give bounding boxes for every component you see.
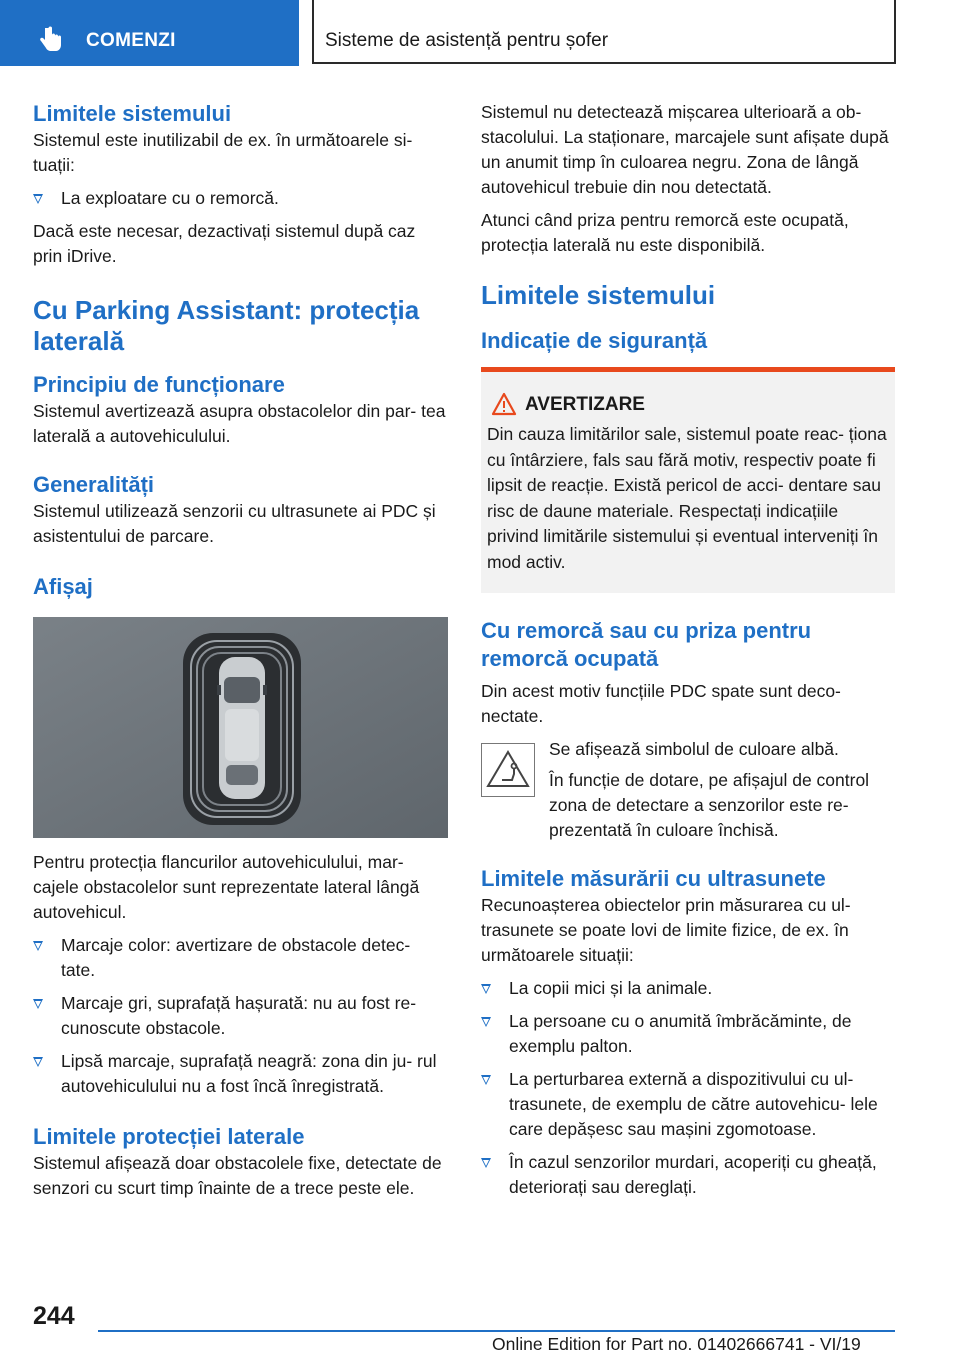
edition-text: Online Edition for Part no. 01402666741 - VI/19 xyxy=(492,1334,861,1354)
bullet-triangle-icon xyxy=(33,194,43,204)
paragraph: Dacă este necesar, dezactivați sistemul după caz prin iDrive. xyxy=(33,221,416,266)
bullet-triangle-icon xyxy=(33,1057,43,1067)
warning-box xyxy=(481,367,895,593)
heading-display: Afișaj xyxy=(33,574,93,599)
list-item: La exploatare cu o remorcă. xyxy=(33,186,448,211)
paragraph: Sistemul utilizează senzorii cu ultrasunete ai PDC și asistentului de parcare. xyxy=(33,501,436,546)
paragraph: Sistemul nu detectează mișcarea ulterioară a ob- stacolului. La staționare, marcajele sunt afișate după un anumit timp în culoarea negru. Zona de lângă autovehicul trebuie din nou detectată. xyxy=(481,102,889,197)
list-item: Marcaje color: avertizare de obstacole detec- tate. xyxy=(33,933,448,983)
bullet-triangle-icon xyxy=(481,1075,491,1085)
trailer-warning-icon xyxy=(482,744,534,796)
right-column xyxy=(481,100,895,1200)
list-item: Lipsă marcaje, suprafață neagră: zona din ju- rul autovehiculului nu a fost încă înregistrată. xyxy=(33,1049,448,1099)
car-top-view-icon xyxy=(33,617,448,838)
chapter-tab[interactable] xyxy=(0,0,299,66)
bullet-triangle-icon xyxy=(481,1017,491,1027)
warning-title: AVERTIZARE xyxy=(525,394,645,415)
heading-parking-assistant: Cu Parking Assistant: protecția laterală xyxy=(33,295,420,356)
bullet-triangle-icon xyxy=(33,941,43,951)
paragraph: Se afișează simbolul de culoare albă. xyxy=(549,739,839,759)
bullet-triangle-icon xyxy=(481,1158,491,1168)
bullet-triangle-icon xyxy=(33,999,43,1009)
heading-side-protection-limits: Limitele protecției laterale xyxy=(33,1124,305,1149)
paragraph: Sistemul afișează doar obstacolele fixe, detectate de senzori cu scurt timp înainte de a trece peste ele. xyxy=(33,1153,442,1198)
heading-principle: Principiu de funcționare xyxy=(33,372,285,397)
list-item: La copii mici și la animale. xyxy=(481,976,895,1001)
paragraph: Sistemul este inutilizabil de ex. în următoarele si- tuații: xyxy=(33,130,413,175)
footer-rule xyxy=(98,1330,895,1332)
heading-general: Generalități xyxy=(33,472,155,497)
bullet-triangle-icon xyxy=(481,984,491,994)
heading-system-limits: Limitele sistemului xyxy=(33,101,232,126)
page-number: 244 xyxy=(33,1302,75,1330)
paragraph: Recunoașterea obiectelor prin măsurarea cu ul- trasunete se poate lovi de limite fizice, de ex. în următoarele situații: xyxy=(481,895,851,965)
side-protection-illustration xyxy=(33,617,448,838)
heading-safety-note: Indicație de siguranță xyxy=(481,328,708,353)
list-item: În cazul senzorilor murdari, acoperiți cu gheață, deteriorați sau dereglați. xyxy=(481,1150,895,1200)
list-item: La perturbarea externă a dispozitivului cu ul- trasunete, de exemplu de către autovehicu- lele care depășesc sau mașini zgomotoase. xyxy=(481,1067,895,1142)
left-column xyxy=(33,100,448,1201)
chapter-tab-label: COMENZI xyxy=(86,30,176,51)
list-item: La persoane cu o anumită îmbrăcăminte, de exemplu palton. xyxy=(481,1009,895,1059)
paragraph: Pentru protecția flancurilor autovehiculului, mar- cajele obstacolelor sunt reprezentate lateral lângă autovehicul. xyxy=(33,852,420,922)
heading-system-limits: Limitele sistemului xyxy=(481,280,716,310)
warning-text: Din cauza limitărilor sale, sistemul poate reac- ționa cu întârziere, fals sau fără motiv, respectiv poate fi lipsit de reacție. Există pericol de acci- dentare sau risc de daune materiale. Respectați indicațiile privind limitările sistemului și eventual interveniți în mod activ. xyxy=(487,424,887,572)
paragraph: Atunci când priza pentru remorcă este ocupată, protecția laterală nu este disponibilă. xyxy=(481,210,849,255)
warning-triangle-icon xyxy=(491,392,517,416)
section-title: Sisteme de asistență pentru șofer xyxy=(325,30,609,51)
paragraph: Sistemul avertizează asupra obstacolelor din par- tea laterală a autovehiculului. xyxy=(33,401,446,446)
trailer-symbol-row xyxy=(481,737,895,843)
heading-trailer: Cu remorcă sau cu priza pentru remorcă ocupată xyxy=(481,618,812,671)
heading-ultrasound-limits: Limitele măsurării cu ultrasunete xyxy=(481,866,826,891)
paragraph: Din acest motiv funcțiile PDC spate sunt deco- nectate. xyxy=(481,681,841,726)
list-item: Marcaje gri, suprafață hașurată: nu au fost re- cunoscute obstacole. xyxy=(33,991,448,1041)
hand-pointer-icon xyxy=(40,26,64,52)
trailer-symbol xyxy=(481,743,535,797)
paragraph: În funcție de dotare, pe afișajul de control zona de detectare a senzorilor este re- prezentată în culoare închisă. xyxy=(549,770,870,840)
